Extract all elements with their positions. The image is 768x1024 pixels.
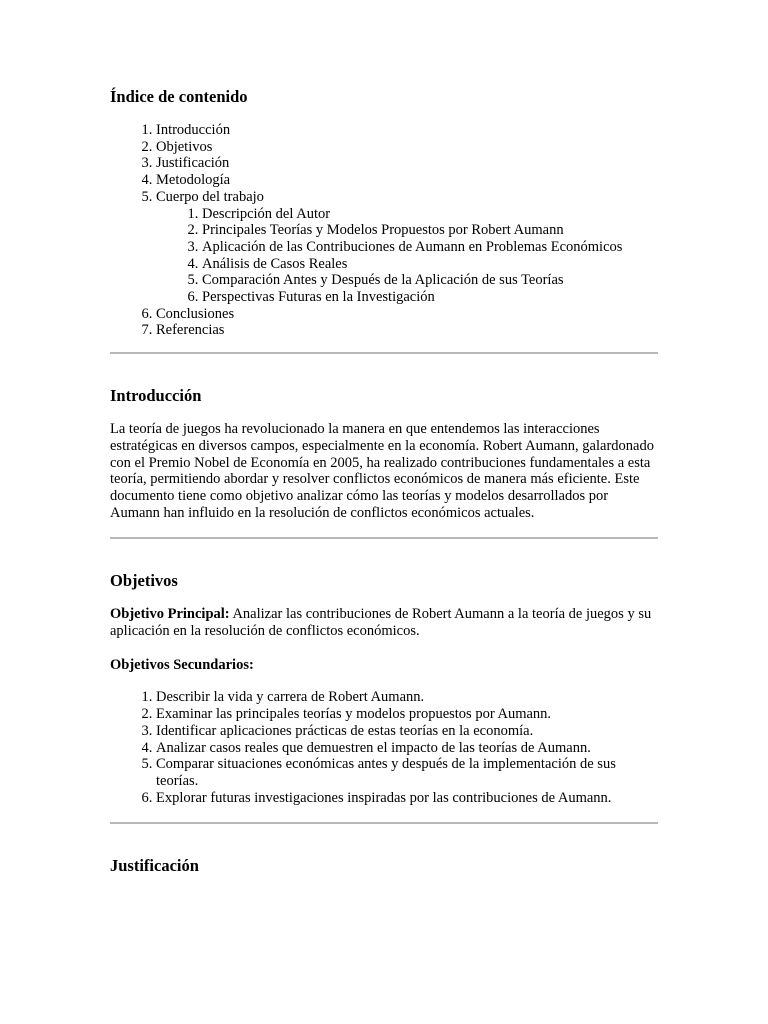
section-divider xyxy=(110,352,658,354)
objetivo-secundario-item: 2. Examinar las principales teorías y modelos propuestos por Aumann. xyxy=(156,706,658,723)
objetivos-secundarios-heading xyxy=(110,657,658,674)
toc-list xyxy=(110,122,658,339)
toc-item xyxy=(156,189,658,306)
section-divider xyxy=(110,822,658,824)
toc-sublist xyxy=(156,206,658,306)
objetivos-heading: Objetivos xyxy=(110,571,178,591)
toc-item: 2. Objetivos xyxy=(156,139,658,156)
objetivo-secundario-item: 1. Describir la vida y carrera de Robert Aumann. xyxy=(156,689,658,706)
objetivos-secundarios-label: Objetivos Secundarios: xyxy=(110,656,254,673)
introduccion-paragraph: La teoría de juegos ha revolucionado la manera en que entendemos las interacciones estratégicas en diversos campos, especialmente en la economía. Robert Aumann, galardonado con el Premio Nobel de Economía en 2005, ha realizado contribuciones fundamentales a esta teoría, permitiendo abordar y resolver conflictos económicos de manera más eficiente. Este documento tiene como objetivo analizar cómo las teorías y modelos desarrollados por Aumann han influido en la resolución de conflictos económicos actuales. xyxy=(110,421,654,521)
toc-item: 7. Referencias xyxy=(156,322,658,339)
objetivo-principal xyxy=(110,606,658,639)
section-divider xyxy=(110,537,658,539)
toc-subitem: 5. Comparación Antes y Después de la Aplicación de sus Teorías xyxy=(202,272,658,289)
toc-subitem: 3. Aplicación de las Contribuciones de Aumann en Problemas Económicos xyxy=(202,239,658,256)
toc-subitem: 1. Descripción del Autor xyxy=(202,206,658,223)
toc-title: Índice de contenido xyxy=(110,87,248,106)
toc-item-label: Cuerpo del trabajo xyxy=(156,188,264,205)
toc-item: 1. Introducción xyxy=(156,122,658,139)
objetivo-secundario-item: 6. Explorar futuras investigaciones inspiradas por las contribuciones de Aumann. xyxy=(156,790,658,807)
toc-item: 6. Conclusiones xyxy=(156,306,658,323)
objetivo-principal-text: Analizar las contribuciones de Robert Aumann a la teoría de juegos y su aplicación en la resolución de conflictos económicos. xyxy=(110,606,652,640)
toc-item: 4. Metodología xyxy=(156,172,658,189)
toc-subitem: 6. Perspectivas Futuras en la Investigación xyxy=(202,289,658,306)
introduccion-heading: Introducción xyxy=(110,386,202,406)
document-body xyxy=(110,87,658,875)
toc-subitem: 4. Análisis de Casos Reales xyxy=(202,256,658,273)
justificacion-heading: Justificación xyxy=(110,856,199,876)
toc-subitem: 2. Principales Teorías y Modelos Propuestos por Robert Aumann xyxy=(202,222,658,239)
objetivo-secundario-item: 3. Identificar aplicaciones prácticas de estas teorías en la economía. xyxy=(156,723,658,740)
objetivo-secundario-item: 5. Comparar situaciones económicas antes y después de la implementación de sus teorías. xyxy=(156,756,658,789)
toc-item: 3. Justificación xyxy=(156,155,658,172)
objetivos-secundarios-list xyxy=(110,689,658,806)
objetivo-principal-label: Objetivo Principal: xyxy=(110,606,230,623)
objetivo-secundario-item: 4. Analizar casos reales que demuestren el impacto de las teorías de Aumann. xyxy=(156,740,658,757)
